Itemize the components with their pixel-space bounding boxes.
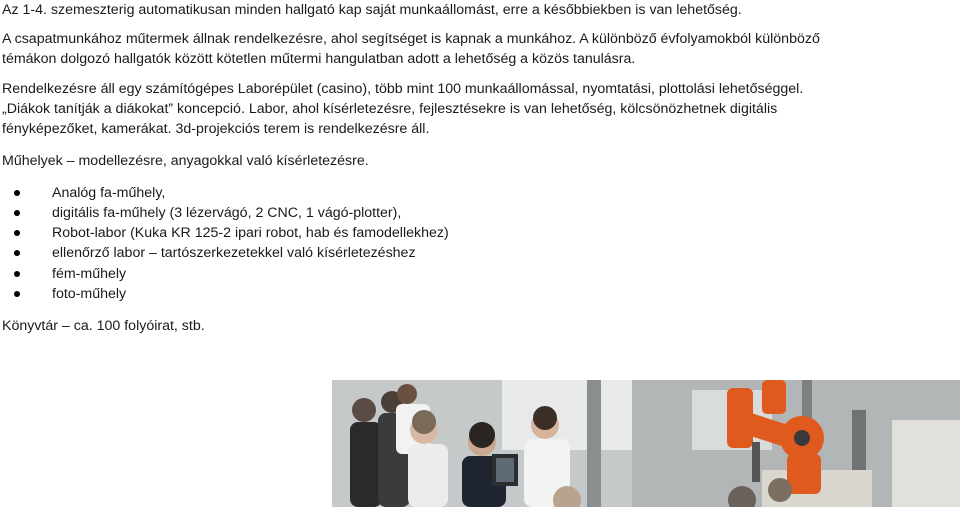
workshops-heading: Műhelyek – modellezésre, anyagokkal való kísérletezésre. [2,153,369,169]
bullet-icon [14,291,20,297]
list-item-text: ellenőrző labor – tartószerkezetekkel való kísérletezéshez [52,245,416,261]
list-item-text: Robot-labor (Kuka KR 125-2 ipari robot, hab és famodellekhez) [52,225,449,241]
library-note: Könyvtár – ca. 100 folyóirat, stb. [2,318,205,334]
bullet-icon [14,190,20,196]
paragraph-lab-line2: „Diákok tanítják a diákokat” koncepció. Labor, ahol kísérletezésre, fejlesztésekre is van lehetőség, kölcsönözhetnek digitális [2,101,778,117]
list-item-text: digitális fa-műhely (3 lézervágó, 2 CNC, 1 vágó-plotter), [52,205,402,221]
paragraph-lab-line3: fényképezőket, kamerákat. 3d-projekciós terem is rendelkezésre áll. [2,121,430,137]
bullet-icon [14,250,20,256]
bullet-icon [14,271,20,277]
paragraph-studios-line2: témákon dolgozó hallgatók között kötetlen műtermi hangulatban adott a lehetőség a közös tanulásra. [2,51,636,67]
list-item-text: foto-műhely [52,286,127,302]
bullet-icon [14,210,20,216]
robot-lab-photo [332,380,960,507]
bullet-icon [14,230,20,236]
paragraph-studios-line1: A csapatmunkához műtermek állnak rendelkezésre, ahol segítséget is kapnak a munkához. A különböző évfolyamokból különböző [2,31,820,47]
list-item-text: fém-műhely [52,266,127,282]
paragraph-workstations: Az 1-4. szemeszterig automatikusan minden hallgató kap saját munkaállomást, erre a későbbiekben is van lehetőség. [2,2,742,18]
list-item-text: Analóg fa-műhely, [52,185,166,201]
paragraph-lab-line1: Rendelkezésre áll egy számítógépes Laborépület (casino), több mint 100 munkaállomással, nyomtatási, plottolási lehetőséggel. [2,81,804,97]
